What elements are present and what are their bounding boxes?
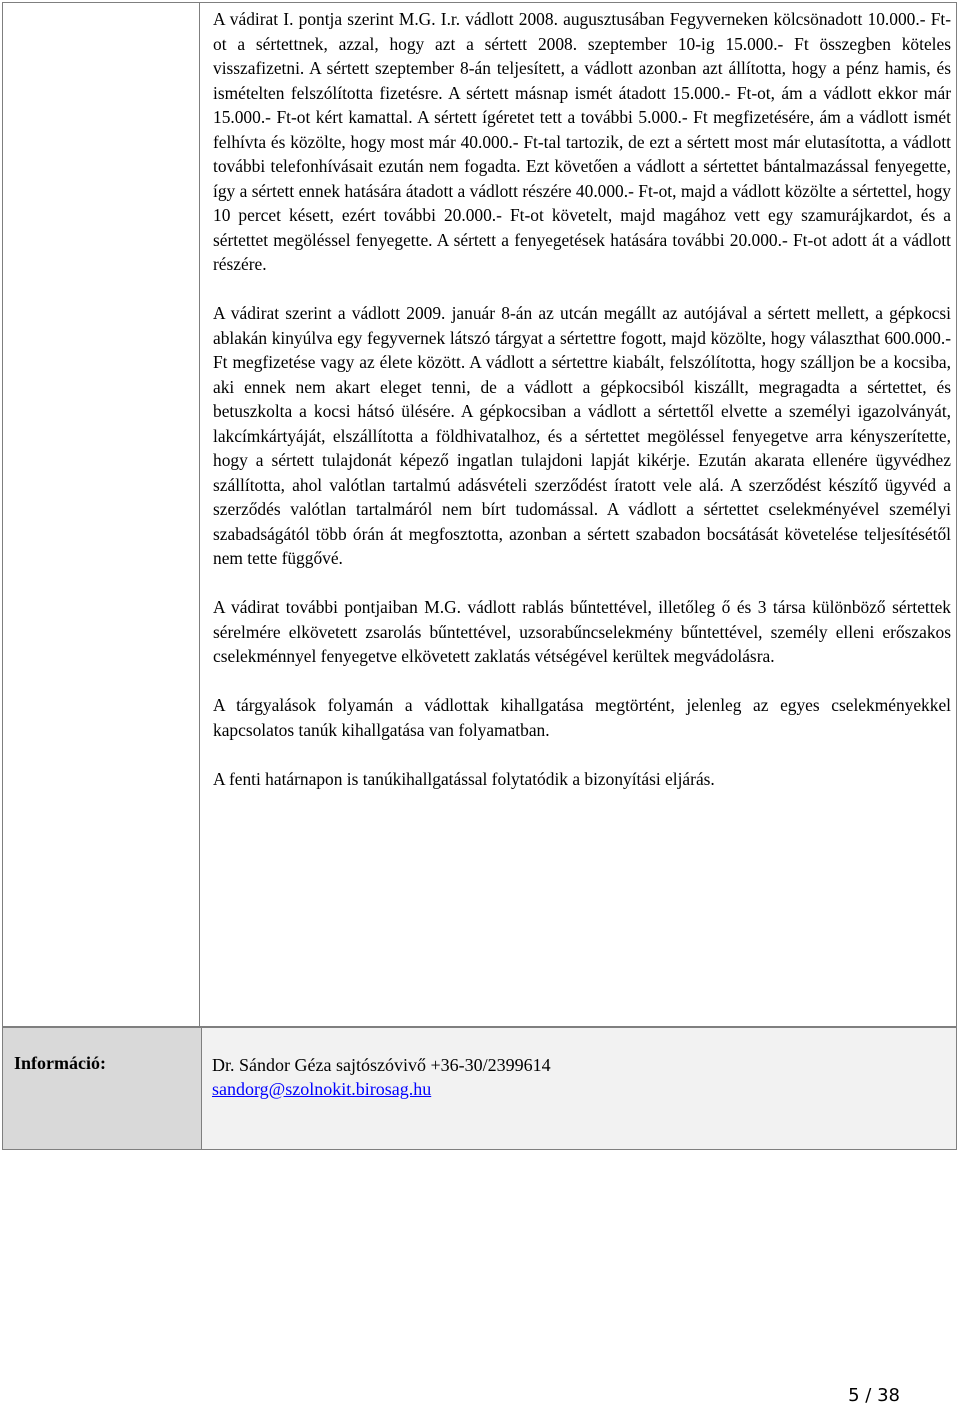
- info-value-cell: [202, 1028, 956, 1149]
- info-box: [2, 1027, 957, 1150]
- paragraph-indictment-kidnapping: A vádirat szerint a vádlott 2009. január 8-án az utcán megállt az autójával a sértett mellett, a gépkocsi ablakán kinyúlva egy fegyvernek látszó tárgyat a sértettre fogott, majd közölte, hogy választhat 600.000.- Ft megfizetése vagy az élete között. A vádlott a sértettre kiabált, felszólította, hogy szálljon be a kocsiba, aki ennek nem akart eleget tenni, de a vádlott a gépkocsiból kiszállt, megragadta a sértettet, és betuszkolta a kocsi hátsó ülésére. A gépkocsiban a vádlott a sértettől elvette a személyi igazolványát, lakcímkártyáját, elszállította a földhivatalhoz, és a sértettet megöléssel fenyegetve arra kényszerítette, hogy a sértett tulajdonát képező ingatlan tulajdoni lapját kikérje. Ezután akarata ellenére ügyvédhez szállította, ahol valótlan tartalmú adásvételi szerződést íratott vele alá. A szerződést készítő ügyvéd a szerződés valótlan tartalmáról nem bírt tudomással. A vádlott a sértettet cselekményével személyi szabadságától több órán át megfosztotta, azonban a sértett szabadon bocsátását követelése teljesítésétől nem tette függővé.: [213, 303, 951, 568]
- document-table: [2, 2, 957, 1027]
- paragraph-next-hearing: A fenti határnapon is tanúkihallgatással folytatódik a bizonyítási eljárás.: [213, 768, 715, 789]
- page-number: 5 / 38: [848, 1385, 900, 1406]
- paragraph-indictment-point-1: A vádirat I. pontja szerint M.G. I.r. vádlott 2008. augusztusában Fegyverneken kölcsönadott 10.000.- Ft-ot a sértettnek, azzal, hogy azt a sértett 2008. szeptember 10-ig 15.000.- Ft összegben köteles visszafizetni. A sértett szeptember 8-án teljesített, a vádlott azonban azt állította, hogy a pénz hamis, és ismételten felszólította fizetésre. A sértett másnap ismét átadott 15.000.- Ft-ot, ám a vádlott ekkor már 15.000.- Ft-ot kért kamattal. A sértett ígéretet tett a további 5.000.- Ft megfizetésére, ám a vádlott ismét felhívta és közölte, hogy most már 40.000.- Ft-tal tartozik, de ezt a sértett most már elutasította, a vádlott további telefonhívásait ezután nem fogadta. Ezt követően a vádlott a sértettet bántalmazással fenyegette, így a sértett ennek hatására átadott a vádlott részére 40.000.- Ft-ot, majd a vádlott közölte a sértettel, hogy 10 percet késett, ezért további 20.000.- Ft-ot követelt, majd magához vett egy szamurájkardot, és a sértettet megöléssel fenyegette. A sértett a fenyegetések hatására további 20.000.- Ft-ot adott át a vádlott részére.: [213, 9, 951, 274]
- email-link[interactable]: sandorg@szolnokit.birosag.hu: [212, 1079, 432, 1099]
- paragraph-further-charges: A vádirat további pontjaiban M.G. vádlott rablás bűntettével, illetőleg ő és 3 társa különböző sértettek sérelmére elkövetett zsarolás bűntettével, uzsorabűncselekmény bűntettével, személy elleni erőszakos cselekménnyel fenyegetve elkövetett zaklatás vétségével kerültek megvádolásra.: [213, 597, 951, 666]
- contact-person: Dr. Sándor Géza sajtószóvivő +36-30/2399614: [212, 1055, 551, 1075]
- contact-block: [212, 1053, 551, 1101]
- info-label-cell: [3, 1028, 202, 1149]
- document-body: [213, 7, 951, 791]
- left-column: [3, 3, 200, 1026]
- info-label: Információ:: [14, 1053, 106, 1073]
- paragraph-hearings: A tárgyalások folyamán a vádlottak kihallgatása megtörtént, jelenleg az egyes cselekményekkel kapcsolatos tanúk kihallgatása van folyamatban.: [213, 695, 951, 740]
